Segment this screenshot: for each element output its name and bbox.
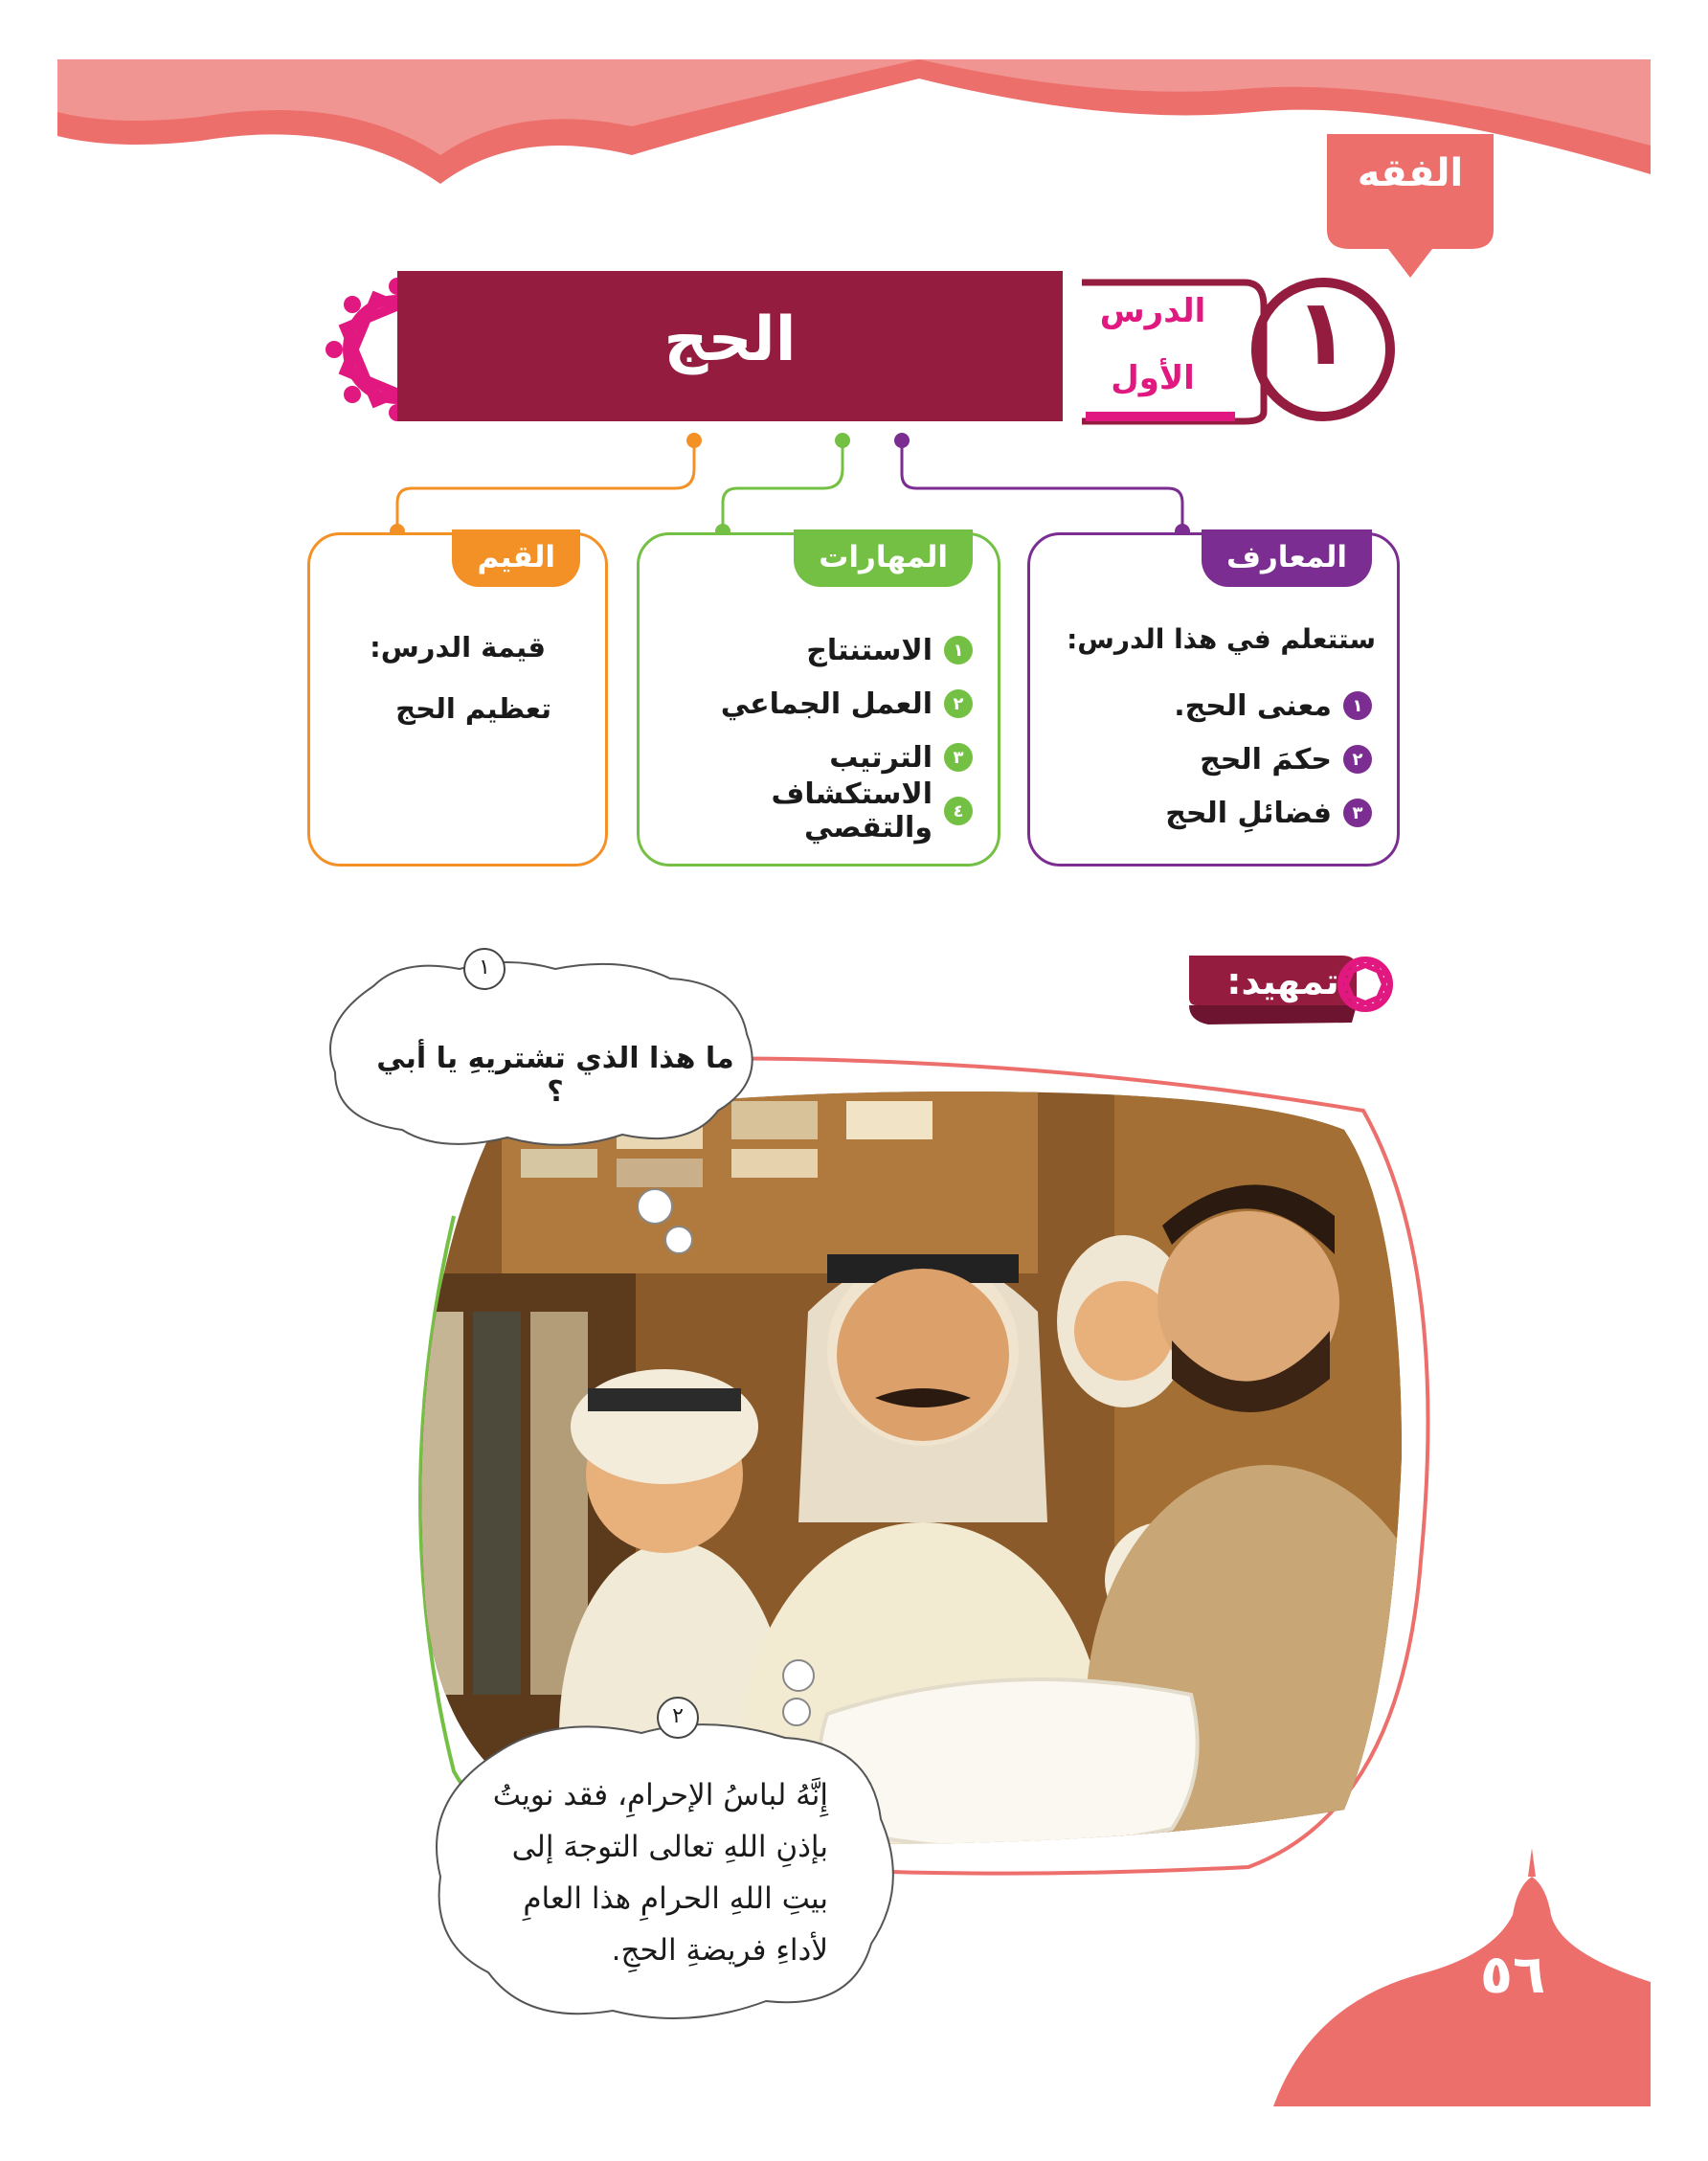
values-box: [307, 532, 608, 867]
bubble-number-1: ١: [463, 948, 506, 990]
bubble-text-line: لأداءِ فريضةِ الحجِ.: [611, 1933, 828, 1968]
knowledge-list: [1165, 679, 1372, 840]
number-badge: ٣: [1343, 799, 1372, 827]
values-line-1: قيمة الدرس:: [370, 631, 546, 664]
values-heading: القيم: [452, 529, 580, 587]
values-line-2: تعظيم الحج: [395, 692, 551, 725]
knowledge-box: [1027, 532, 1400, 867]
list-item: [1165, 679, 1372, 732]
lesson-title: الحج: [663, 304, 797, 375]
list-item-text: العمل الجماعي: [720, 687, 933, 721]
list-item-text: فضائلِ الحج: [1165, 796, 1332, 830]
list-item: [640, 777, 973, 844]
bubble-text-1: ما هذا الذي تشتريهِ يا أبي ؟: [376, 1042, 734, 1109]
list-item-text: الترتيب: [829, 740, 933, 775]
connector-lines: [0, 0, 1708, 594]
subject-label: الفقه: [1357, 151, 1464, 195]
list-item-text: حكمَ الحج: [1200, 742, 1332, 777]
list-item: [1165, 732, 1372, 786]
skills-heading: المهارات: [794, 529, 973, 587]
list-item-text: الاستكشاف والتقصي: [771, 777, 933, 844]
number-badge: ٣: [944, 743, 973, 772]
list-item: [1165, 786, 1372, 840]
page-number: ٥٦: [1479, 1944, 1546, 2006]
list-item-text: معنى الحج.: [1174, 688, 1332, 723]
knowledge-heading: المعارف: [1202, 529, 1372, 587]
lesson-number: ١: [1293, 279, 1351, 386]
number-badge: ٢: [1343, 745, 1372, 774]
list-item: [640, 677, 973, 731]
bubble-text-line: بإذنِ اللهِ تعالى التوجهَ إلى: [511, 1830, 828, 1864]
bubble-number-2: ٢: [657, 1697, 699, 1739]
number-badge: ٤: [944, 797, 973, 825]
skills-list: [640, 623, 973, 844]
bubble-text-2: [483, 1769, 828, 1976]
list-item-text: الاستنتاج: [806, 633, 933, 667]
lesson-word-bottom: الأول: [1111, 359, 1195, 397]
number-badge: ١: [1343, 691, 1372, 720]
skills-box: [637, 532, 1000, 867]
bubble-text-line: بيتِ اللهِ الحرامِ هذا العامِ: [523, 1881, 828, 1916]
knowledge-intro: ستتعلم في هذا الدرس:: [1067, 623, 1376, 655]
list-item: [640, 623, 973, 677]
list-item: [640, 731, 973, 784]
lesson-word-top: الدرس: [1099, 292, 1206, 330]
bubble-text-line: إِنَّهُ لباسُ الإحرامِ، فقد نويتُ: [492, 1778, 828, 1812]
number-badge: ٢: [944, 689, 973, 718]
intro-label: تمهيد:: [1226, 960, 1339, 1002]
number-badge: ١: [944, 636, 973, 664]
